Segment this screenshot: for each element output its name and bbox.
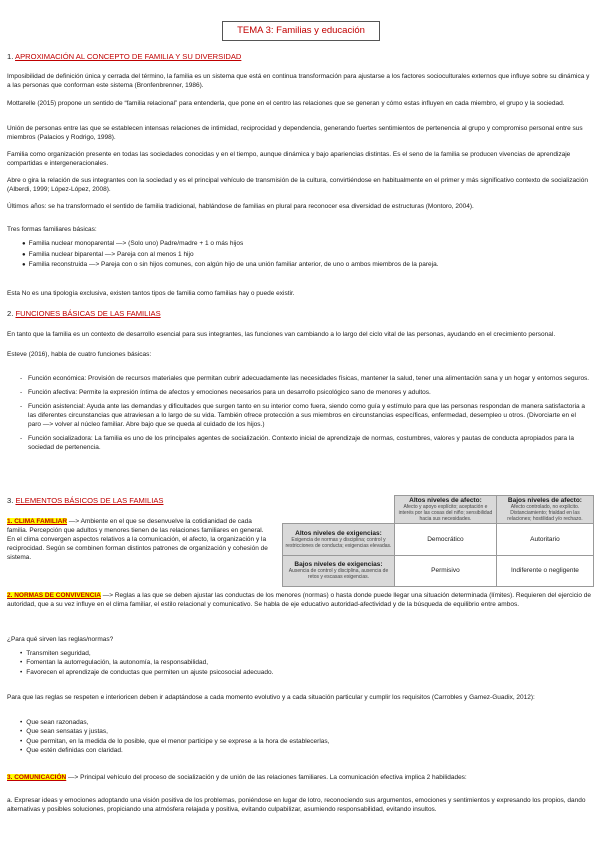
section-2-number: 2.	[7, 309, 14, 318]
table-col-header	[394, 496, 496, 524]
section-1-title: APROXIMACIÓN AL CONCEPTO DE FAMILIA Y SU DIVERSIDAD	[15, 52, 242, 61]
paragraph: Últimos años: se ha transformado el sentido de familia tradicional, hablándose de familias en plural para reconocer esa diversidad de estructuras (Montoro, 2004).	[7, 203, 474, 210]
section-3-number: 3.	[7, 496, 14, 505]
paragraph: En tanto que la familia es un contexto de desarrollo esencial para sus integrantes, las funciones van cambiando a lo largo del ciclo vital de las personas, ayudando en el crecimiento personal.	[7, 331, 556, 338]
paragraph: Mottarelle (2015) propone un sentido de “familia relacional” para entenderla, que pone en el centro las relaciones que se generan y cómo estas influyen en cada miembro, el grupo y la sociedad.	[7, 100, 565, 107]
document-title: TEMA 3: Familias y educación	[222, 21, 380, 41]
list-item: • Favorecen el aprendizaje de conductas que permiten un ajuste psicosocial adecuado.	[20, 668, 580, 677]
row-header-title: Altos niveles de exigencias:	[295, 529, 382, 537]
paragraph: Esta No es una tipología exclusiva, existen tantos tipos de familia como familias hay o puede existir.	[7, 290, 295, 297]
list-item: • Que sean sensatas y justas,	[20, 727, 580, 736]
list-item: ● Familia nuclear monoparental —> (Solo uno) Padre/madre + 1 o más hijos	[22, 239, 582, 250]
family-types-list	[22, 239, 582, 271]
comunicacion-text: —> Principal vehículo del proceso de socialización y de unión de las relaciones familiares. La comunicación efectiva implica 2 habilidades:	[66, 774, 467, 781]
list-item: • Que sean razonadas,	[20, 718, 580, 727]
list-item: • Fomentan la autorregulación, la autonomía, la responsabilidad,	[20, 658, 580, 667]
section-2-title: FUNCIONES BÁSICAS DE LAS FAMILIAS	[15, 309, 161, 318]
normas-paragraph	[7, 591, 592, 609]
paragraph: Abre o gira la relación de sus integrantes con la sociedad y es el principal vehículo de transmisión de la cultura, convirtiéndose en habitualmente en el primer y más significativo contexto de socialización (Alberdi, 1999; López-López, 2008).	[7, 177, 588, 193]
paragraph: Para que las reglas se respeten e interioricen deben ir adaptándose a cada momento evolutivo y a cada situación particular y cumplir los requisitos (Carrobles y Gamez-Guadix, 2012):	[7, 694, 535, 701]
section-3-heading	[7, 496, 163, 505]
clima-text: —> Ambiente en el que se desenvuelve la cotidianidad de cada familia. Percepción que adultos y menores tienen de las relaciones familiares en general. En el clima convergen aspectos relativos a la comunicación, el afecto, la organización y la reciprocidad. Según se combinen forman distintos patrones de organización y cohesión de sistema.	[7, 518, 268, 561]
parenting-styles-table	[282, 495, 594, 587]
list-item: ● Familia nuclear biparental —> Pareja con al menos 1 hijo	[22, 250, 582, 261]
section-3-title: ELEMENTOS BÁSICOS DE LAS FAMILIAS	[15, 496, 164, 505]
paragraph: Familia como organización presente en todas las sociedades conocidas y en el tiempo, aunque dinámica y bajo apariencias distintas. Es el seno de la familia se producen vivencias de aprendizaje compartidas e intergeneracionales.	[7, 151, 571, 167]
table-corner	[283, 496, 395, 524]
list-item: - Función económica: Provisión de recursos materiales que permitan cubrir adecuadamente las necesidades físicas, mantener la salud, tener una alimentación sana y un hogar y entornos seguros.	[20, 374, 590, 383]
list-item: ● Familia reconstruida —> Pareja con o sin hijos comunes, con algún hijo de una unión familiar anterior, de uno o ambos miembros de la pareja.	[22, 260, 582, 271]
list-item: • Que estén definidas con claridad.	[20, 746, 580, 755]
section-2-heading	[7, 309, 161, 318]
comunicacion-label: 3. COMUNICACIÓN	[7, 774, 67, 781]
col-header-desc: Afecto y apoyo explícito; aceptación e interés por las cosas del niño; sensibilidad hacia sus necesidades.	[398, 504, 493, 522]
clima-paragraph	[7, 517, 272, 562]
row-header-title: Bajos niveles de exigencias:	[294, 561, 383, 569]
paragraph: Esteve (2016), habla de cuatro funciones básicas:	[7, 351, 152, 358]
clima-label: 1. CLIMA FAMILIAR	[7, 518, 68, 525]
rules-purpose-list	[20, 649, 580, 677]
table-row-header	[283, 524, 395, 556]
table-cell: Autoritario	[496, 524, 593, 556]
list-item: - Función asistencial: Ayuda ante las demandas y dificultades que surgen tanto en su interior como fuera, siendo como guía y estímulo para que las personas respondan de manera satisfactoria a las diferentes circunstancias que atraviesan a lo largo de su vida. También ofrece protección a sus miembros en circunstancias específicas, enfermedad, desempleo u otros. (Divorciarte en el paro —> volver al núcleo familiar. Abre bajo que se queda al cuidado de los hijos.)	[20, 402, 590, 429]
col-header-desc: Afecto controlado, no explícito. Distanciamiento; frialdad en las relaciones; hostilidad y/o rechazo.	[507, 504, 583, 522]
list-item: • Transmiten seguridad,	[20, 649, 580, 658]
col-header-title: Altos niveles de afecto:	[409, 497, 482, 504]
section-1-heading	[7, 52, 241, 61]
table-cell: Indiferente o negligente	[496, 555, 593, 587]
functions-list	[20, 374, 590, 457]
list-item: • Que permitan, en la medida de lo posible, que el menor participe y se exprese a la hora de establecerlas,	[20, 737, 580, 746]
table-cell: Permisivo	[394, 555, 496, 587]
paragraph: a. Expresar ideas y emociones adoptando una visión positiva de los problemas, poniéndose en lugar de lotro, reconociendo sus argumentos, emociones y sentimientos y expresando los propios, dando alternativas y posibles soluciones, propiciando una atmósfera relajada y positiva, evitando culpabilizar, asumiendo responsabilidad, evitando insultos.	[7, 797, 586, 813]
paragraph: Imposibilidad de definición única y cerrada del término, la familia es un sistema que está en continua transformación para ajustarse a los factores socioculturales externos que influye sobre su dinámica y a las personas que conforman este sistema (Bronfenbrenner, 1986).	[7, 73, 590, 89]
row-header-desc: Ausencia de control y disciplina, ausencia de retos y escasas exigencias.	[288, 568, 389, 581]
rules-requirements-list	[20, 718, 580, 756]
paragraph: Tres formas familiares básicas:	[7, 226, 97, 233]
normas-label: 2. NORMAS DE CONVIVENCIA	[7, 592, 101, 599]
table-cell: Democrático	[394, 524, 496, 556]
comunicacion-paragraph	[7, 773, 592, 782]
row-header-desc: Exigencia de normas y disciplina; control y restricciones de conducta; exigencias elevadas.	[285, 536, 392, 549]
col-header-title: Bajos niveles de afecto:	[507, 497, 582, 504]
list-item: - Función afectiva: Permite la expresión íntima de afectos y emociones necesarios para un desarrollo psicológico sano de menores y adultos.	[20, 388, 590, 397]
normas-text: —> Reglas a las que se deben ajustar las conductas de los menores (normas) o hasta donde puede llegar una situación determinada (límites). Requieren del ejercicio de autoridad, que a su vez influye en el clima familiar, el estilo relacional y comunicativo. Se habla de eje educativo autoridad-afectividad y de la búsqueda de equilibrio entre ambos.	[7, 592, 592, 608]
paragraph: ¿Para qué sirven las reglas/normas?	[7, 636, 114, 643]
paragraph: Unión de personas entre las que se establecen intensas relaciones de intimidad, reciprocidad y dependencia, generando fuertes sentimientos de pertenencia al grupo y compromiso personal entre sus miembros (Palacios y Rodrigo, 1998).	[7, 125, 583, 141]
section-1-number: 1.	[7, 52, 14, 61]
table-row-header	[283, 555, 395, 587]
list-item: - Función socializadora: La familia es uno de los principales agentes de socialización. Contexto inicial de aprendizaje de normas, costumbres, valores y pautas de conducta apropiados para la sociedad de pertenencia.	[20, 434, 590, 452]
table-col-header	[496, 496, 593, 524]
